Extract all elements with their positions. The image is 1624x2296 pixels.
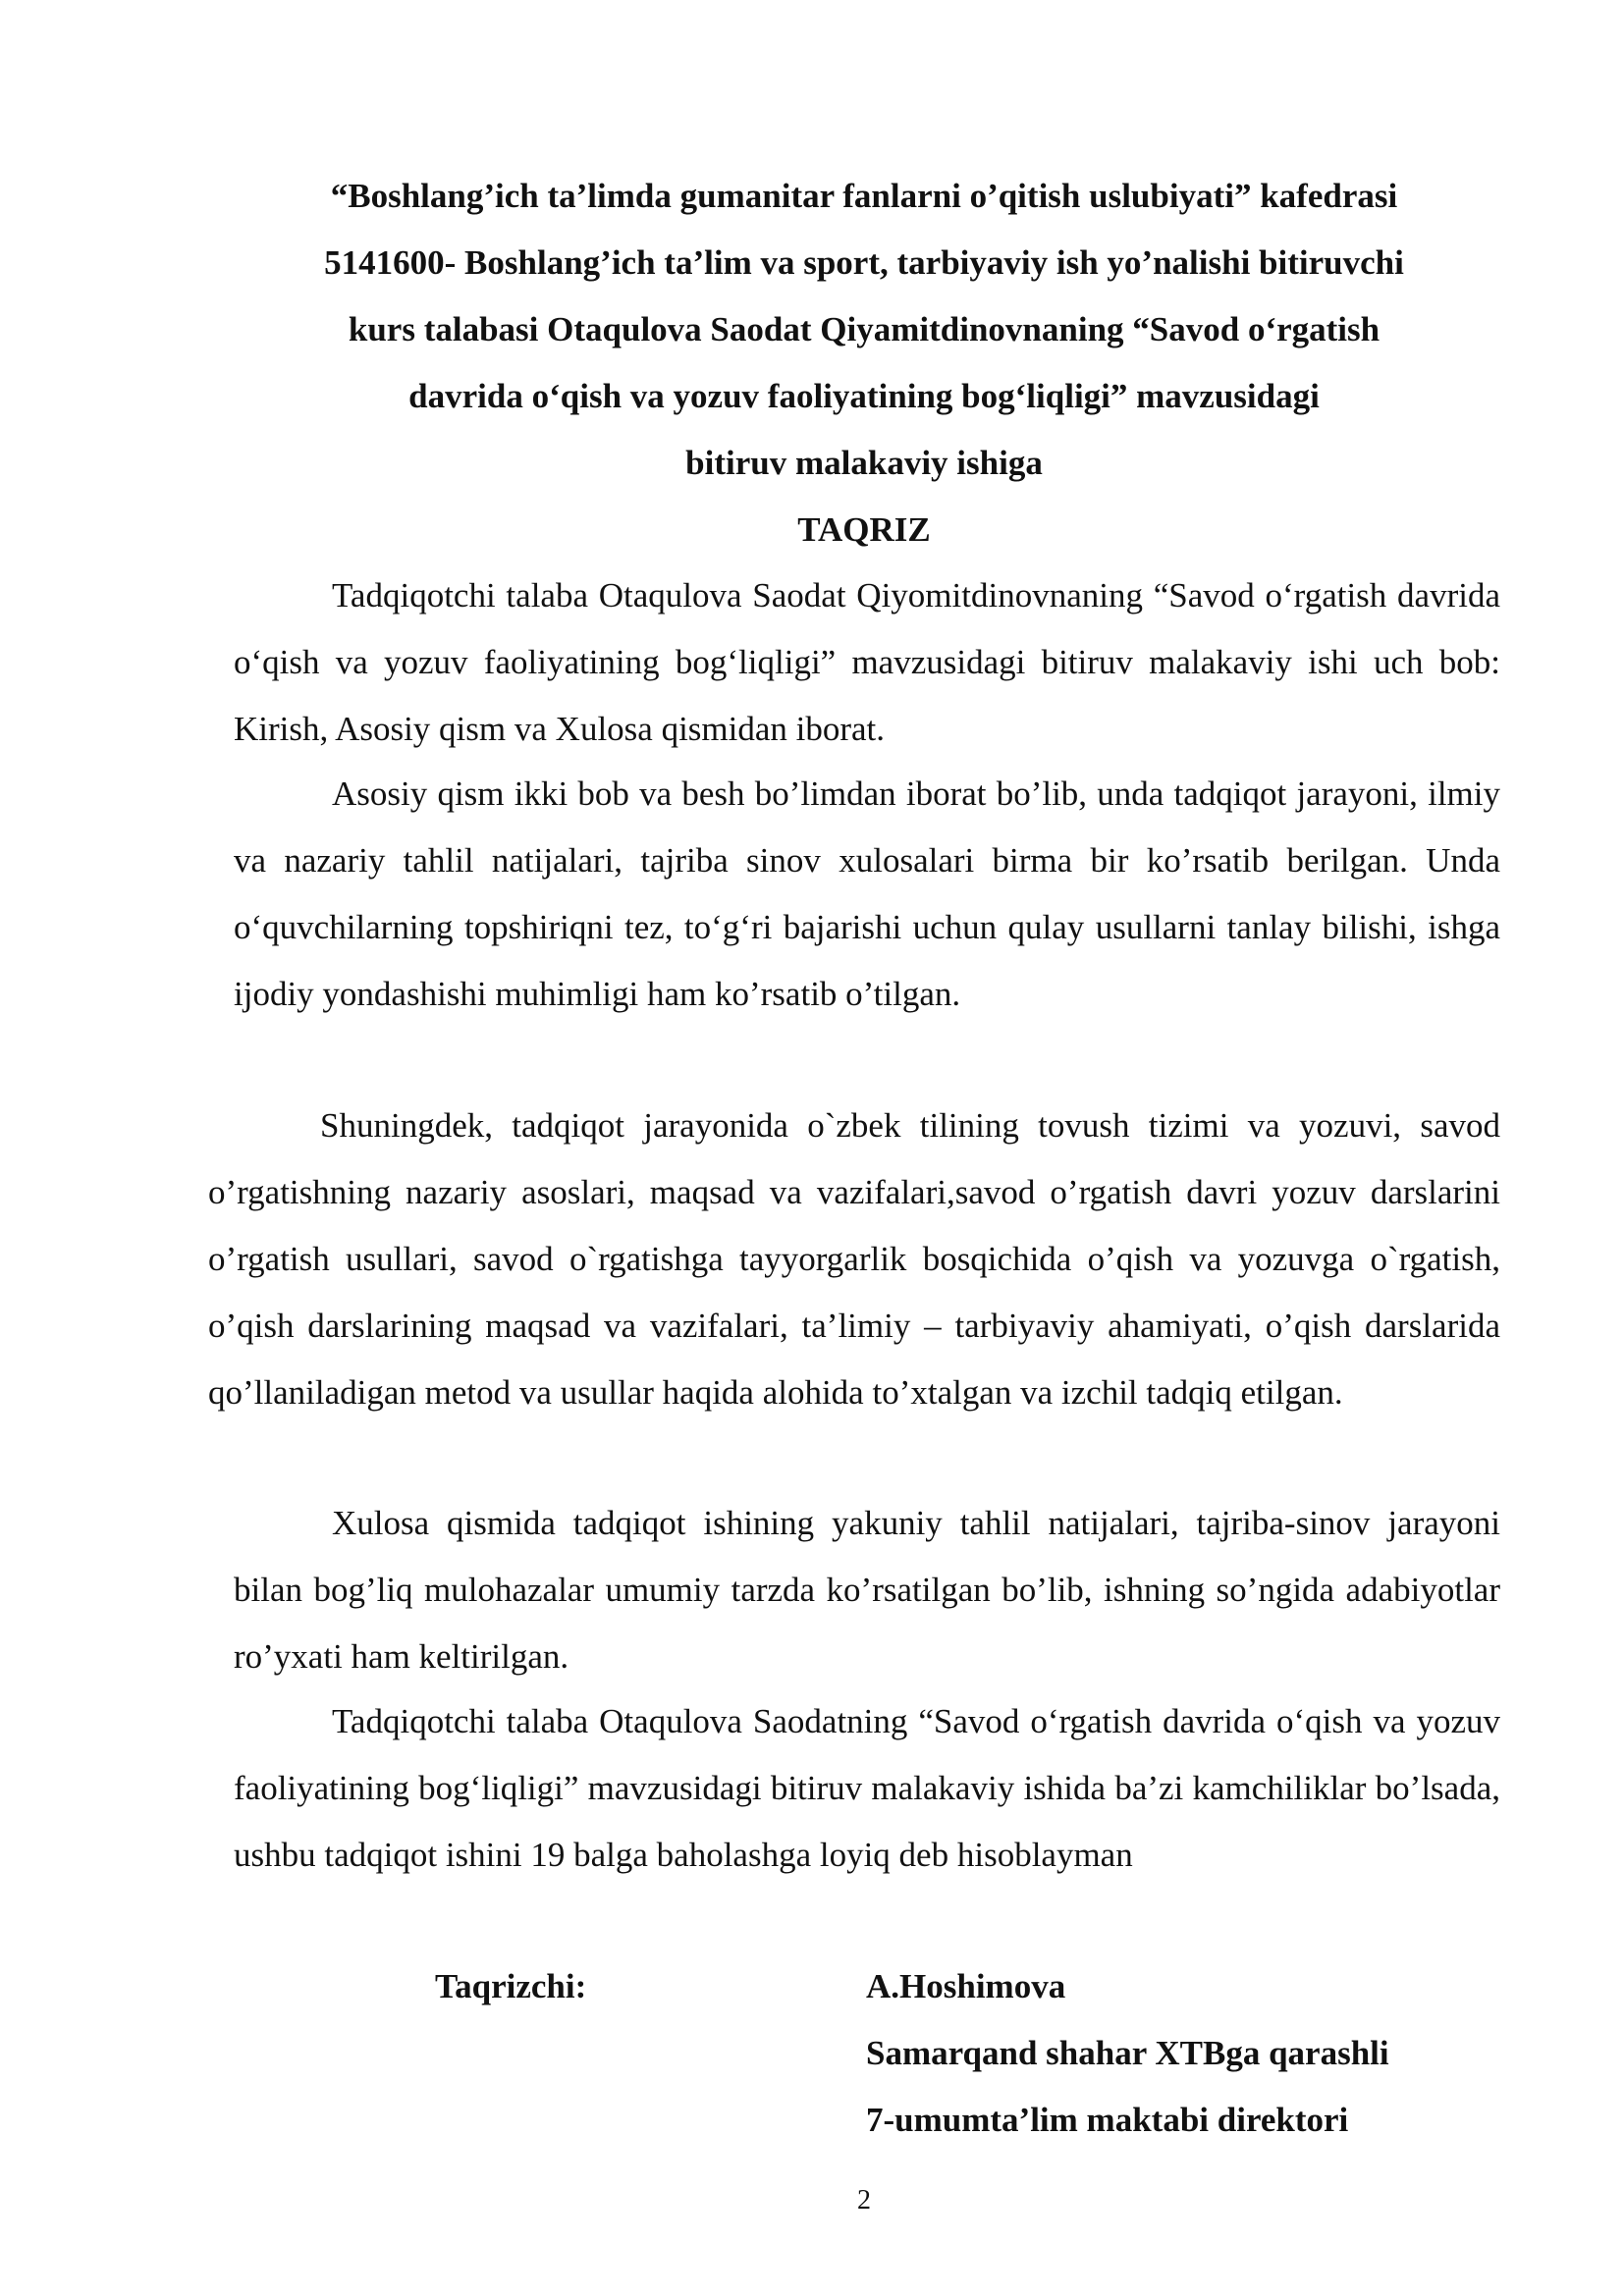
heading-line-4: davrida o‘qish va yozuv faoliyatining bog‘liqligi” mavzusidagi [408,377,1320,415]
paragraph-5: Tadqiqotchi talaba Otaqulova Saodatning “Savod o‘rgatish davrida o‘qish va yozuv faoliyatining bog‘liqligi” mavzusidagi bitiruv malakaviy ishida ba’zi kamchiliklar bo’lsada, ushbu tadqiqot ishini 19 balga baholashga loyiq deb hisoblayman [234,1702,1500,1874]
heading-line-3: kurs talabasi Otaqulova Saodat Qiyamitdinovnaning “Savod o‘rgatish [348,310,1380,348]
document-heading [177,163,1551,563]
heading-line-2: 5141600- Boshlang’ich ta’lim va sport, tarbiyaviy ish yo’nalishi bitiruvchi [324,243,1404,282]
reviewer-label: Taqrizchi: [435,1967,587,2005]
paragraph-4: Xulosa qismida tadqiqot ishining yakuniy tahlil natijalari, tajriba-sinov jarayoni bilan bog’liq mulohazalar umumiy tarzda ko’rsatilgan bo’lib, ishning so’ngida adabiyotlar ro’yxati ham keltirilgan. [234,1504,1500,1676]
reviewer-position-line-2: 7-umumta’lim maktabi direktori [866,2101,1349,2139]
paragraph-3: Shuningdek, tadqiqot jarayonida o`zbek tilining tovush tizimi va yozuvi, savod o’rgatishning nazariy asoslari, maqsad va vazifalari,savod o’rgatish davri yozuv darslarini o’rgatish usullari, savod o`rgatishga tayyorgarlik bosqichida o’qish va yozuvga o`rgatish, o’qish darslarining maqsad va vazifalari, ta’limiy – tarbiyaviy ahamiyati, o’qish darslarida qo’llaniladigan metod va usullar haqida alohida to’xtalgan va izchil tadqiq etilgan. [208,1106,1500,1412]
paragraph-1: Tadqiqotchi talaba Otaqulova Saodat Qiyomitdinovnaning “Savod o‘rgatish davrida o‘qish va yozuv faoliyatining bog‘liqligi” mavzusidagi bitiruv malakaviy ishi uch bob: Kirish, Asosiy qism va Xulosa qismidan iborat. [234,576,1500,748]
heading-line-5: bitiruv malakaviy ishiga [685,444,1043,482]
reviewer-name: A.Hoshimova [866,1967,1066,2005]
heading-line-1: “Boshlang’ich ta’limda gumanitar fanlarni o’qitish uslubiyati” kafedrasi [330,177,1398,215]
reviewer-block [866,1953,1389,2154]
document-title: TAQRIZ [797,510,931,549]
page-number: 2 [857,2185,871,2216]
paragraph-2: Asosiy qism ikki bob va besh bo’limdan iborat bo’lib, unda tadqiqot jarayoni, ilmiy va nazariy tahlil natijalari, tajriba sinov xulosalari birma bir ko’rsatib berilgan. Unda o‘quvchilarning topshiriqni tez, to‘g‘ri bajarishi uchun qulay usullarni tanlay bilishi, ishga ijodiy yondashishi muhimligi ham ko’rsatib o’tilgan. [234,774,1500,1013]
reviewer-position-line-1: Samarqand shahar XTBga qarashli [866,2034,1389,2072]
